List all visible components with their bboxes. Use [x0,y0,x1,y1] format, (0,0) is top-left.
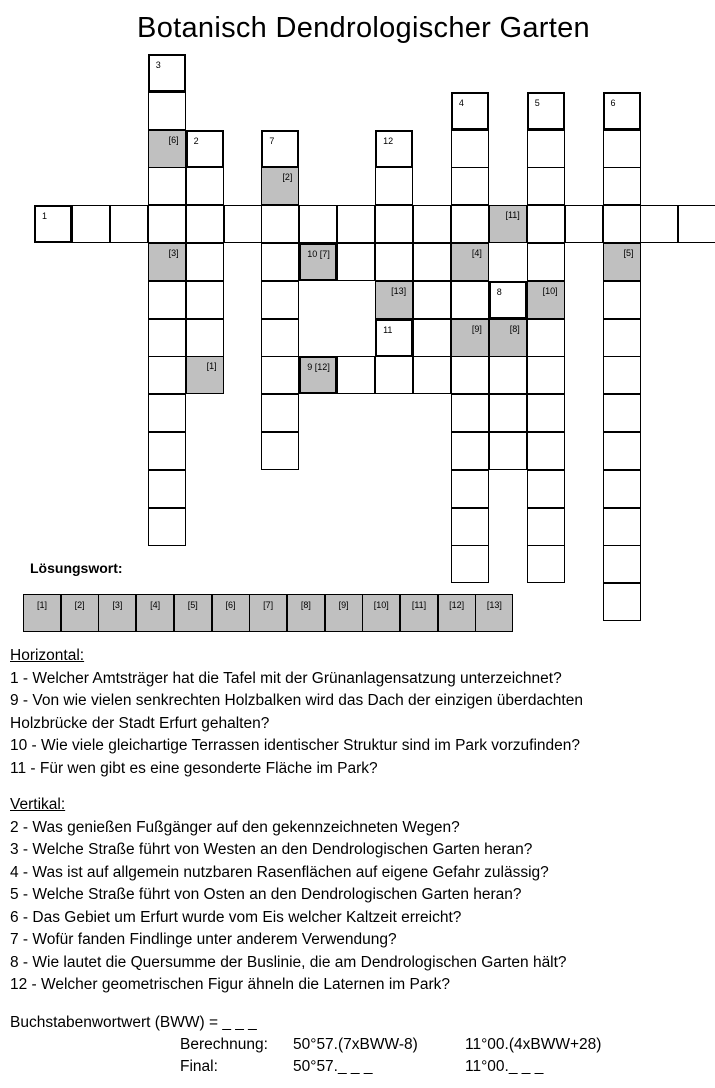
solution-cell[interactable] [98,594,136,632]
solution-key-label: [5] [623,248,634,258]
solution-cell[interactable] [362,594,400,632]
solution-cell-label: [1] [36,600,47,610]
clue-number: 11 [383,324,393,335]
grid-cell[interactable] [603,319,641,357]
clue-horizontal-1: 1 - Welcher Amtsträger hat die Tafel mit der Grünanlagensatzung unterzeichnet? [10,669,562,687]
berechnung-north: 50°57.(7xBWW-8) [293,1036,418,1053]
grid-cell[interactable] [148,319,186,357]
solution-cell[interactable] [325,594,363,632]
grid-cell[interactable] [603,508,641,546]
grid-cell[interactable] [527,432,565,470]
grid-cell[interactable] [148,432,186,470]
solution-key-label: [13] [391,285,407,296]
grid-cell[interactable] [527,205,565,243]
grid-cell[interactable] [148,394,186,432]
grid-cell[interactable] [451,205,489,243]
clue-number: 1 [42,211,48,222]
solution-cell-label: [10] [373,600,389,610]
solution-cell[interactable] [249,594,287,632]
grid-cell[interactable] [299,356,337,394]
grid-cell[interactable] [186,281,224,319]
clue-vertical-8: 8 - Wie lautet die Quersumme der Buslinie, die am Dendrologischen Garten hält? [10,953,567,971]
grid-cell[interactable] [603,583,641,621]
solution-cell-label: [13] [486,600,502,610]
horizontal-header: Horizontal: [10,647,85,664]
grid-cell[interactable] [451,432,489,470]
grid-cell[interactable] [603,92,641,130]
clue-vertical-5: 5 - Welche Straße führt von Osten an den Dendrologischen Garten heran? [10,886,522,903]
grid-cell[interactable] [603,470,641,508]
grid-cell[interactable] [527,243,565,281]
berechnung-east: 11°00.(4xBWW+28) [465,1036,602,1053]
clue-number: 9 [12] [307,362,330,373]
grid-cell[interactable] [603,243,641,281]
solution-cell[interactable] [475,594,513,632]
grid-cell[interactable] [603,205,641,243]
grid-cell[interactable] [148,281,186,319]
grid-cell[interactable] [451,394,489,432]
solution-cell-label: [2] [74,600,85,610]
grid-cell[interactable] [489,356,527,394]
grid-cell[interactable] [299,243,337,281]
grid-cell[interactable] [451,130,489,168]
grid-cell[interactable] [640,205,678,243]
grid-cell[interactable] [186,319,224,357]
grid-cell[interactable] [299,205,337,243]
grid-cell[interactable] [451,92,489,130]
solution-cell-label: [8] [300,600,311,610]
page-title: Botanisch Dendrologischer Garten [137,12,590,44]
clue-number: 8 [496,286,502,297]
grid-cell[interactable] [451,243,489,281]
bww-line: Buchstabenwortwert (BWW) = _ _ _ [10,1014,257,1031]
solution-cell-label: [9] [338,600,349,610]
grid-cell[interactable] [148,205,186,243]
vertical-header: Vertikal: [10,796,66,813]
solution-key-label: [9] [471,323,482,334]
grid-cell[interactable] [527,319,565,357]
clue-vertical-6: 6 - Das Gebiet um Erfurt wurde vom Eis welcher Kaltzeit erreicht? [10,908,462,926]
grid-cell[interactable] [603,394,641,432]
grid-cell[interactable] [337,243,375,281]
clue-number: 5 [534,97,540,108]
clue-number: 2 [193,135,199,146]
grid-cell[interactable] [261,356,299,394]
clue-horizontal-10: 10 - Wie viele gleichartige Terrassen identischer Struktur sind im Park vorzufinden? [10,737,581,754]
grid-cell[interactable] [261,394,299,432]
grid-cell[interactable] [527,508,565,546]
grid-cell[interactable] [413,319,451,357]
solution-cell[interactable] [287,594,325,632]
solution-cell-label: [6] [225,600,236,610]
solution-cell-label: [4] [150,600,161,610]
grid-cell[interactable] [451,319,489,357]
grid-cell[interactable] [527,281,565,319]
grid-cell[interactable] [489,432,527,470]
grid-cell[interactable] [375,167,413,205]
clue-number: 12 [383,135,394,146]
grid-cell[interactable] [527,470,565,508]
grid-cell[interactable] [186,356,224,394]
grid-cell[interactable] [489,394,527,432]
clue-vertical-3: 3 - Welche Straße führt von Westen an den Dendrologischen Garten heran? [10,841,533,858]
final-north: 50°57._ _ _ [293,1058,373,1075]
solution-cell-label: [12] [449,600,465,610]
solution-cell[interactable] [438,594,476,632]
grid-cell[interactable] [261,243,299,281]
solution-key-label: [4] [471,248,482,258]
solution-key-label: [1] [206,361,217,372]
grid-cell[interactable] [148,92,186,130]
final-east: 11°00._ _ _ [465,1058,544,1075]
grid-cell[interactable] [678,205,715,243]
solution-cell-label: [3] [112,600,123,610]
solution-cell[interactable] [61,594,99,632]
grid-cell[interactable] [527,92,565,130]
clues [10,645,710,997]
grid-cell[interactable] [413,281,451,319]
grid-cell[interactable] [375,205,413,243]
grid-cell[interactable] [34,205,72,243]
grid-cell[interactable] [186,130,224,168]
grid-cell[interactable] [451,281,489,319]
grid-cell[interactable] [451,356,489,394]
grid-cell[interactable] [186,167,224,205]
solution-cell[interactable] [136,594,174,632]
clue-vertical-12: 12 - Welcher geometrischen Figur ähneln die Laternen im Park? [10,976,450,993]
clue-horizontal-9: 9 - Von wie vielen senkrechten Holzbalken wird das Dach der einzigen überdachten [10,692,583,709]
clue-horizontal-11: 11 - Für wen gibt es eine gesonderte Fläche im Park? [10,759,378,777]
grid-cell[interactable] [451,508,489,546]
grid-cell[interactable] [148,130,186,168]
clue-number: 6 [610,97,616,108]
grid-cell[interactable] [148,167,186,205]
clue-number: 10 [7] [307,249,330,259]
grid-cell[interactable] [451,470,489,508]
grid-cell[interactable] [527,356,565,394]
grid-cell[interactable] [451,167,489,205]
grid-cell[interactable] [261,205,299,243]
grid-cell[interactable] [186,243,224,281]
grid-cell[interactable] [565,205,603,243]
grid-cell[interactable] [603,432,641,470]
grid-cell[interactable] [489,205,527,243]
solution-key-label: [6] [168,134,179,145]
solution-cell[interactable] [23,594,61,632]
grid-cell[interactable] [489,281,527,319]
grid-cell[interactable] [261,432,299,470]
grid-cell[interactable] [375,281,413,319]
clue-number: 3 [155,60,161,70]
grid-cell[interactable] [375,356,413,394]
grid-cell[interactable] [413,243,451,281]
grid-cell[interactable] [261,281,299,319]
solution-key-label: [11] [505,210,520,221]
grid-cell[interactable] [261,319,299,357]
solution-label: Lösungswort: [30,560,123,576]
solution-cell-label: [7] [263,600,274,610]
grid-cell[interactable] [603,281,641,319]
grid-cell[interactable] [148,508,186,546]
clue-number: 4 [458,97,464,108]
clue-horizontal-9-cont: Holzbrücke der Stadt Erfurt gehalten? [10,714,270,732]
grid-cell[interactable] [261,130,299,168]
grid-cell[interactable] [148,470,186,508]
solution-cell[interactable] [212,594,250,632]
grid-cell[interactable] [603,356,641,394]
solution-key-label: [8] [509,323,520,334]
grid-cell[interactable] [110,205,148,243]
grid-cell[interactable] [527,130,565,168]
grid-cell[interactable] [72,205,110,243]
clue-number: 7 [269,135,275,146]
grid-cell[interactable] [603,545,641,583]
clue-vertical-4: 4 - Was ist auf allgemein nutzbaren Rasenflächen auf eigene Gefahr zulässig? [10,863,549,881]
final-label: Final: [180,1058,218,1075]
grid-cell[interactable] [451,545,489,583]
grid-cell[interactable] [413,356,451,394]
solution-cell-label: [5] [187,600,198,610]
grid-cell[interactable] [148,356,186,394]
grid-cell[interactable] [148,243,186,281]
berechnung-label: Berechnung: [180,1036,268,1053]
grid-cell[interactable] [375,130,413,168]
solution-key-label: [3] [168,248,179,258]
solution-cell[interactable] [174,594,212,632]
grid-cell[interactable] [337,205,375,243]
grid-cell[interactable] [375,319,413,357]
clue-vertical-7: 7 - Wofür fanden Findlinge unter anderem Verwendung? [10,931,397,948]
grid-cell[interactable] [375,243,413,281]
grid-cell[interactable] [603,167,641,205]
solution-cell-label: [11] [411,600,427,610]
solution-key-label: [10] [542,285,558,296]
grid-cell[interactable] [527,167,565,205]
solution-cell[interactable] [400,594,438,632]
grid-cell[interactable] [261,167,299,205]
grid-cell[interactable] [527,394,565,432]
grid-cell[interactable] [413,205,451,243]
grid-cell[interactable] [337,356,375,394]
grid-cell[interactable] [224,205,262,243]
grid-cell[interactable] [603,130,641,168]
grid-cell[interactable] [489,319,527,357]
grid-cell[interactable] [527,545,565,583]
clue-vertical-2: 2 - Was genießen Fußgänger auf den gekennzeichneten Wegen? [10,818,460,836]
grid-cell[interactable] [186,205,224,243]
grid-cell[interactable] [148,54,186,92]
solution-key-label: [2] [282,172,293,183]
